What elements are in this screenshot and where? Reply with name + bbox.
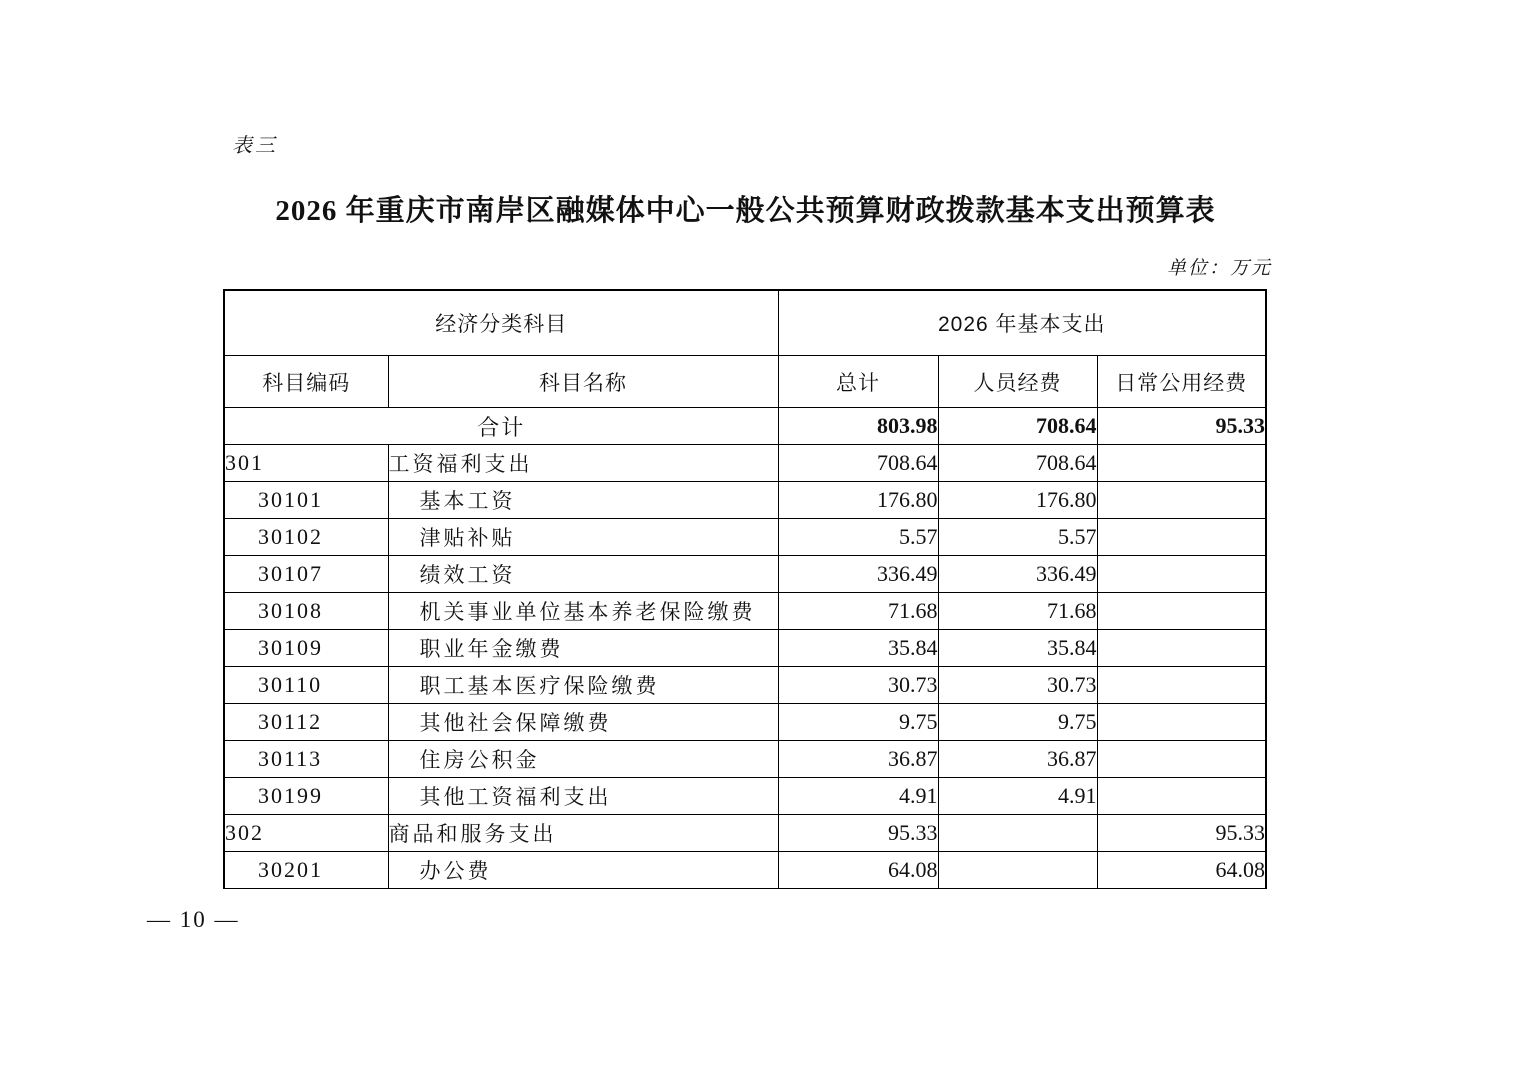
- table-cell-personnel: 5.57: [938, 519, 1097, 556]
- page-number: — 10 —: [147, 907, 240, 932]
- total-row-label: 合计: [224, 408, 778, 445]
- header-col-total: 总计: [778, 356, 938, 408]
- table-cell-personnel: 35.84: [938, 630, 1097, 667]
- table-cell-name: 商品和服务支出: [388, 815, 778, 852]
- table-cell-code: 30112: [224, 704, 388, 741]
- table-cell-code: 30109: [224, 630, 388, 667]
- table-cell-code: 30113: [224, 741, 388, 778]
- table-header: [224, 290, 1266, 408]
- table-cell-name: 其他社会保障缴费: [388, 704, 778, 741]
- table-row: [224, 630, 1266, 667]
- table-cell-personnel: 30.73: [938, 667, 1097, 704]
- header-col-name: 科目名称: [388, 356, 778, 408]
- header-col-personnel: 人员经费: [938, 356, 1097, 408]
- table-row: [224, 704, 1266, 741]
- table-cell-daily: 95.33: [1097, 815, 1266, 852]
- table-cell-daily: [1097, 741, 1266, 778]
- table-cell-personnel: 176.80: [938, 482, 1097, 519]
- table-cell-total: 36.87: [778, 741, 938, 778]
- table-row: [224, 445, 1266, 482]
- table-row: [224, 482, 1266, 519]
- table-cell-daily: [1097, 667, 1266, 704]
- table-cell-name: 住房公积金: [388, 741, 778, 778]
- header-columns-row: [224, 356, 1266, 408]
- table-cell-name: 基本工资: [388, 482, 778, 519]
- table-row: [224, 519, 1266, 556]
- table-cell-code: 30101: [224, 482, 388, 519]
- page-title: 2026 年重庆市南岸区融媒体中心一般公共预算财政拨款基本支出预算表: [275, 195, 1216, 227]
- table-cell-name: 办公费: [388, 852, 778, 889]
- table-cell-code: 30102: [224, 519, 388, 556]
- header-group-row: [224, 290, 1266, 356]
- table-cell-daily: [1097, 778, 1266, 815]
- table-cell-daily: 64.08: [1097, 852, 1266, 889]
- table-cell-total: 95.33: [778, 815, 938, 852]
- table-cell-code: 30108: [224, 593, 388, 630]
- total-row-personnel: 708.64: [938, 408, 1097, 445]
- header-group-subject: 经济分类科目: [224, 290, 778, 356]
- table-cell-total: 30.73: [778, 667, 938, 704]
- table-cell-name: 职工基本医疗保险缴费: [388, 667, 778, 704]
- table-cell-code: 30110: [224, 667, 388, 704]
- unit-note: 单位：万元: [1166, 257, 1272, 279]
- table-cell-name: 绩效工资: [388, 556, 778, 593]
- table-cell-personnel: [938, 815, 1097, 852]
- header-col-daily: 日常公用经费: [1097, 356, 1266, 408]
- table-cell-personnel: 36.87: [938, 741, 1097, 778]
- table-cell-name: 其他工资福利支出: [388, 778, 778, 815]
- table-cell-daily: [1097, 630, 1266, 667]
- table-row: [224, 741, 1266, 778]
- table-cell-total: 64.08: [778, 852, 938, 889]
- table-cell-name: 津贴补贴: [388, 519, 778, 556]
- table-cell-name: 工资福利支出: [388, 445, 778, 482]
- total-row: [224, 408, 1266, 445]
- table-cell-name: 机关事业单位基本养老保险缴费: [388, 593, 778, 630]
- total-row-total: 803.98: [778, 408, 938, 445]
- table-cell-total: 4.91: [778, 778, 938, 815]
- table-row: [224, 778, 1266, 815]
- table-corner-label: 表三: [232, 133, 278, 157]
- table-cell-total: 176.80: [778, 482, 938, 519]
- table-cell-total: 708.64: [778, 445, 938, 482]
- table-cell-total: 336.49: [778, 556, 938, 593]
- table-cell-personnel: 9.75: [938, 704, 1097, 741]
- table-cell-code: 302: [224, 815, 388, 852]
- table-cell-code: 30199: [224, 778, 388, 815]
- table-cell-personnel: 336.49: [938, 556, 1097, 593]
- table-cell-code: 30107: [224, 556, 388, 593]
- table-cell-personnel: 4.91: [938, 778, 1097, 815]
- table-cell-total: 71.68: [778, 593, 938, 630]
- table-row: [224, 852, 1266, 889]
- table-cell-personnel: 708.64: [938, 445, 1097, 482]
- table-cell-daily: [1097, 556, 1266, 593]
- table-cell-personnel: [938, 852, 1097, 889]
- header-col-code: 科目编码: [224, 356, 388, 408]
- table-cell-code: 301: [224, 445, 388, 482]
- table-cell-total: 35.84: [778, 630, 938, 667]
- header-group-expenditure: 2026 年基本支出: [778, 290, 1266, 356]
- table-cell-name: 职业年金缴费: [388, 630, 778, 667]
- total-row-daily: 95.33: [1097, 408, 1266, 445]
- table-cell-daily: [1097, 445, 1266, 482]
- table-row: [224, 667, 1266, 704]
- table-cell-code: 30201: [224, 852, 388, 889]
- table-row: [224, 815, 1266, 852]
- table-cell-total: 9.75: [778, 704, 938, 741]
- table-cell-daily: [1097, 704, 1266, 741]
- table-cell-daily: [1097, 593, 1266, 630]
- table-body: [224, 408, 1266, 889]
- table-cell-daily: [1097, 482, 1266, 519]
- table-cell-total: 5.57: [778, 519, 938, 556]
- table-cell-daily: [1097, 519, 1266, 556]
- table-row: [224, 593, 1266, 630]
- budget-table: [223, 289, 1267, 889]
- table-cell-personnel: 71.68: [938, 593, 1097, 630]
- table-row: [224, 556, 1266, 593]
